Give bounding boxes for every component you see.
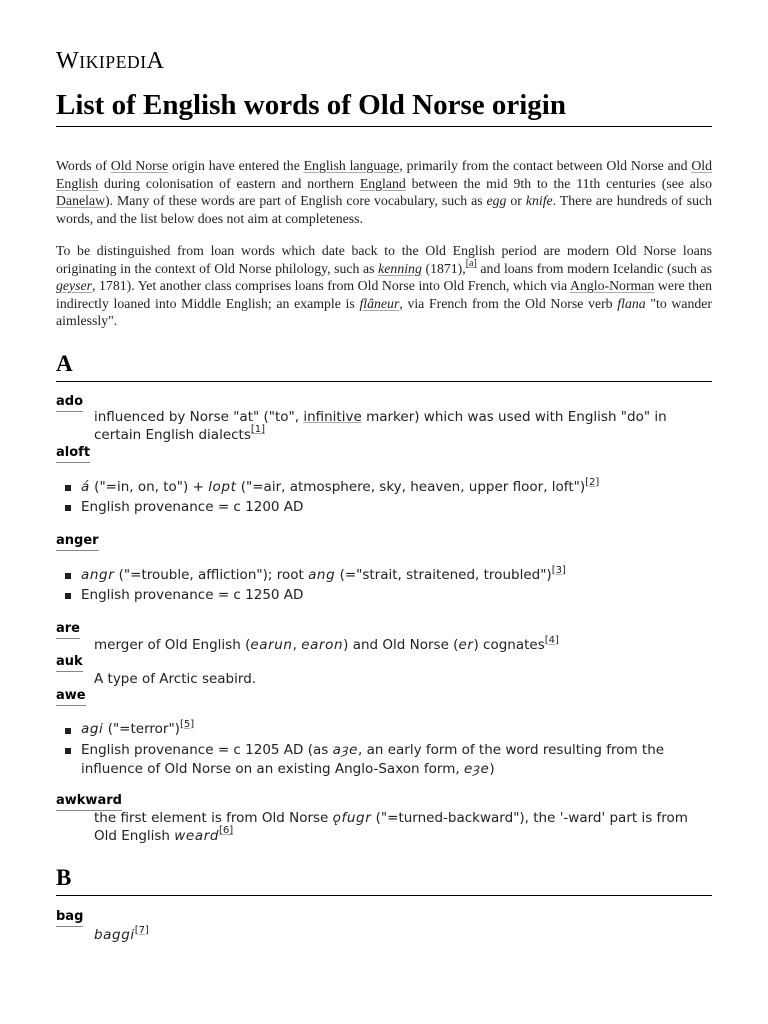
term-anger[interactable]: anger — [56, 533, 99, 551]
footnote-2[interactable]: [2] — [585, 476, 600, 488]
term-aloft[interactable]: aloft — [56, 445, 90, 463]
link-anglo-norman[interactable]: Anglo-Norman — [570, 278, 655, 293]
bullet-marker — [65, 748, 71, 754]
link-old-norse[interactable]: Old Norse — [110, 158, 169, 173]
wordmark-final: A — [146, 48, 165, 74]
link-danelaw[interactable]: Danelaw — [56, 193, 106, 208]
bullet-marker — [65, 728, 71, 734]
link-flaneur[interactable]: flâneur — [359, 295, 400, 311]
link-english-language[interactable]: English language — [303, 158, 400, 173]
footnote-1[interactable]: [1] — [250, 424, 266, 435]
term-awe[interactable]: awe — [56, 688, 86, 706]
wordmark-initial: W — [56, 48, 80, 74]
section-heading-b: B — [56, 864, 712, 896]
definition-auk: A type of Arctic seabird. — [94, 671, 257, 687]
list-item: English provenance = c 1250 AD — [81, 587, 304, 603]
list-item: English provenance = c 1205 AD (as aȝe, an early form of the word resulting from the influence of Old Norse on an existing Anglo-Saxon form, eȝe) — [81, 742, 665, 777]
intro-paragraph-2: To be distinguished from loan words which date back to the Old English period are modern Old Norse loans originating in the context of Old Norse philology, such as kenning (1871),[a] and loans from modern Icelandic (such as geyser, 1781). Yet another class comprises loans from Old Norse into Old French, which via Anglo-Norman were then indirectly loaned into Middle English; an example is flâneur, via French from the Old Norse verb flana "to wander aimlessly". — [56, 243, 713, 328]
definition-ado: influenced by Norse "at" ("to", infinitive marker) which was used with English "do" in certain English dialects[1] — [94, 409, 667, 443]
list-item: English provenance = c 1200 AD — [81, 499, 304, 515]
page-title: List of English words of Old Norse origin — [56, 86, 712, 127]
definition-are: merger of Old English (earun, earon) and Old Norse (er) cognates[4] — [94, 634, 559, 653]
definition-awkward: the first element is from Old Norse ǫfugr ("=turned-backward"), the '-ward' part is from Old English weard[6] — [94, 810, 688, 844]
bullet-marker — [65, 485, 71, 491]
term-bag[interactable]: bag — [56, 909, 83, 927]
list-item: angr ("=trouble, affliction"); root ang (="strait, straitened, troubled")[3] — [81, 564, 566, 583]
footnote-4[interactable]: [4] — [544, 634, 559, 646]
footnote-7[interactable]: [7] — [134, 924, 149, 936]
term-auk[interactable]: auk — [56, 654, 83, 672]
link-england[interactable]: England — [359, 175, 406, 191]
wikipedia-wordmark[interactable] — [56, 48, 165, 75]
link-infinitive[interactable]: infinitive — [303, 409, 362, 425]
section-heading-a: A — [56, 350, 712, 382]
intro-paragraph-1: Words of Old Norse origin have entered the English language, primarily from the contact between Old Norse and Old English during colonisation of eastern and northern England between the mid 9th to the 11th centuries (see also Danelaw). Many of these words are part of English core vocabulary, such as egg or knife. There are hundreds of such words, and the list below does not aim at completeness. — [56, 158, 713, 226]
term-are[interactable]: are — [56, 621, 80, 639]
link-kenning[interactable]: kenning — [378, 260, 422, 276]
footnote-a[interactable]: [a] — [465, 257, 477, 269]
link-old-english[interactable]: Old English — [56, 158, 713, 191]
footnote-3[interactable]: [3] — [551, 564, 566, 576]
bullet-marker — [65, 593, 71, 599]
footnote-5[interactable]: [5] — [179, 718, 195, 730]
bullet-marker — [65, 505, 71, 511]
term-ado[interactable]: ado — [56, 394, 83, 412]
footnote-6[interactable]: [6] — [219, 825, 234, 836]
link-geyser[interactable]: geyser — [56, 278, 93, 293]
list-item: á ("=in, on, to") + lopt ("=air, atmosphere, sky, heaven, upper floor, loft")[2] — [81, 476, 600, 495]
bullet-marker — [65, 573, 71, 579]
wordmark-middle: IKIPEDI — [79, 52, 147, 72]
definition-bag: baggi[7] — [94, 924, 149, 943]
term-awkward[interactable]: awkward — [56, 793, 122, 811]
list-item: agi ("=terror")[5] — [81, 718, 195, 737]
